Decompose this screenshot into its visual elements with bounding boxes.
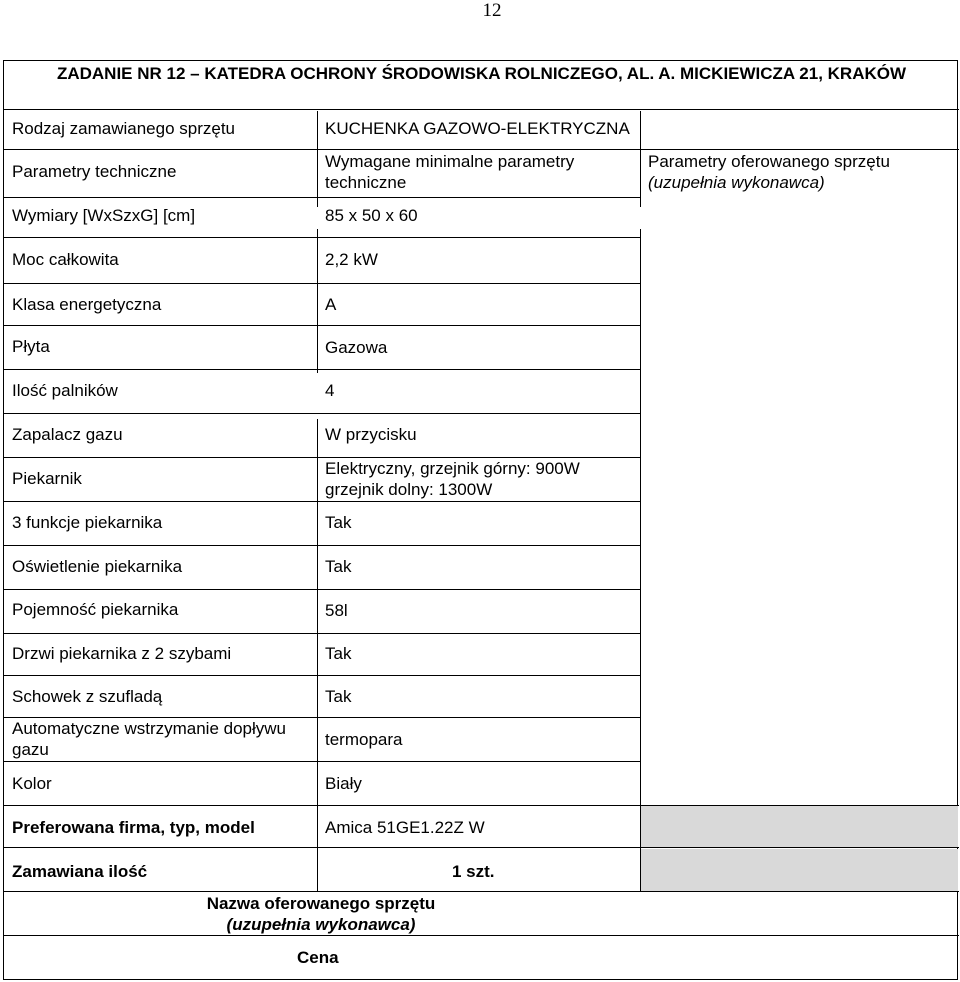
row-line-plate [4,369,640,370]
row-line-color [4,805,959,806]
value-power: 2,2 kW [325,250,378,269]
col-divider-2b [640,229,641,891]
value-oven-capacity: 58l [325,601,348,620]
col-header-params: Parametry techniczne [12,162,177,181]
col-divider-2 [640,111,641,207]
value-dimensions: 85 x 50 x 60 [325,206,418,225]
param-power: Moc całkowita [12,250,119,269]
col-header-offered [648,151,956,193]
param-color: Kolor [12,774,52,793]
param-oven: Piekarnik [12,469,82,488]
value-energy-class: A [325,295,337,314]
shaded-cell-preferred-offered [640,805,958,847]
row-line-name [4,935,959,936]
value-burners: 4 [325,381,335,400]
offered-name-note: (uzupełnia wykonawca) [226,915,416,934]
param-burners: Ilość palników [12,381,118,400]
row-line-params [4,197,640,198]
row-line-oven [4,501,640,502]
offered-name-block [194,893,448,935]
preferred-model-value: Amica 51GE1.22Z W [325,818,485,837]
param-oven-capacity: Pojemność piekarnika [12,600,179,619]
quantity-label: Zamawiana ilość [12,862,148,881]
row-line-class [4,325,640,326]
page-title: ZADANIE NR 12 – KATEDRA OCHRONY ŚRODOWISKA ROLNICZEGO, AL. A. MICKIEWICZA 21, KRAKÓW [56,64,907,83]
value-igniter: W przycisku [325,425,417,444]
value-oven-door: Tak [325,644,352,663]
shaded-cell-quantity-offered [640,849,958,891]
col-divider-1 [317,111,318,207]
row-line-power [4,283,640,284]
value-oven-functions: Tak [325,513,352,532]
price-label: Cena [297,948,339,967]
quantity-value: 1 szt. [452,862,495,881]
equipment-type-label: Rodzaj zamawianego sprzętu [12,119,236,138]
param-oven-functions: 3 funkcje piekarnika [12,513,163,532]
param-energy-class: Klasa energetyczna [12,295,162,314]
col-divider-1b [317,229,318,373]
param-drawer: Schowek z szufladą [12,687,163,706]
specification-table [3,60,958,980]
row-line-type [4,149,959,150]
value-oven-light: Tak [325,557,352,576]
row-line-light [4,589,640,590]
value-gas-stop: termopara [325,730,403,749]
param-igniter: Zapalacz gazu [12,425,123,444]
row-line-door [4,675,640,676]
row-line-functions [4,545,640,546]
row-line-preferred [4,847,959,848]
param-gas-stop: Automatyczne wstrzymanie dopływu gazu [12,719,287,759]
param-oven-door: Drzwi piekarnika z 2 szybami [12,644,232,663]
row-line-gas-stop [4,761,640,762]
row-line-title [4,109,959,110]
param-plate: Płyta [12,337,50,356]
param-dimensions: Wymiary [WxSzxG] [cm] [12,206,196,225]
param-oven-light: Oświetlenie piekarnika [12,557,183,576]
col-header-offered-note: (uzupełnia wykonawca) [648,173,825,192]
value-color: Biały [325,774,362,793]
row-line-dimensions [4,237,640,238]
row-line-quantity [4,891,959,892]
row-line-burners [4,413,640,414]
preferred-model-label: Preferowana firma, typ, model [12,818,255,837]
value-oven: Elektryczny, grzejnik górny: 900W grzejnik dolny: 1300W [325,459,580,499]
offered-name-label: Nazwa oferowanego sprzętu [206,894,436,913]
page-number: 12 [482,0,502,21]
col-header-required: Wymagane minimalne parametry techniczne [325,152,575,192]
equipment-type-value: KUCHENKA GAZOWO-ELEKTRYCZNA [325,119,630,138]
value-plate: Gazowa [325,338,388,357]
value-drawer: Tak [325,687,352,706]
col-divider-1c [317,419,318,891]
col-header-offered-label: Parametry oferowanego sprzętu [648,152,890,171]
row-line-capacity [4,633,640,634]
